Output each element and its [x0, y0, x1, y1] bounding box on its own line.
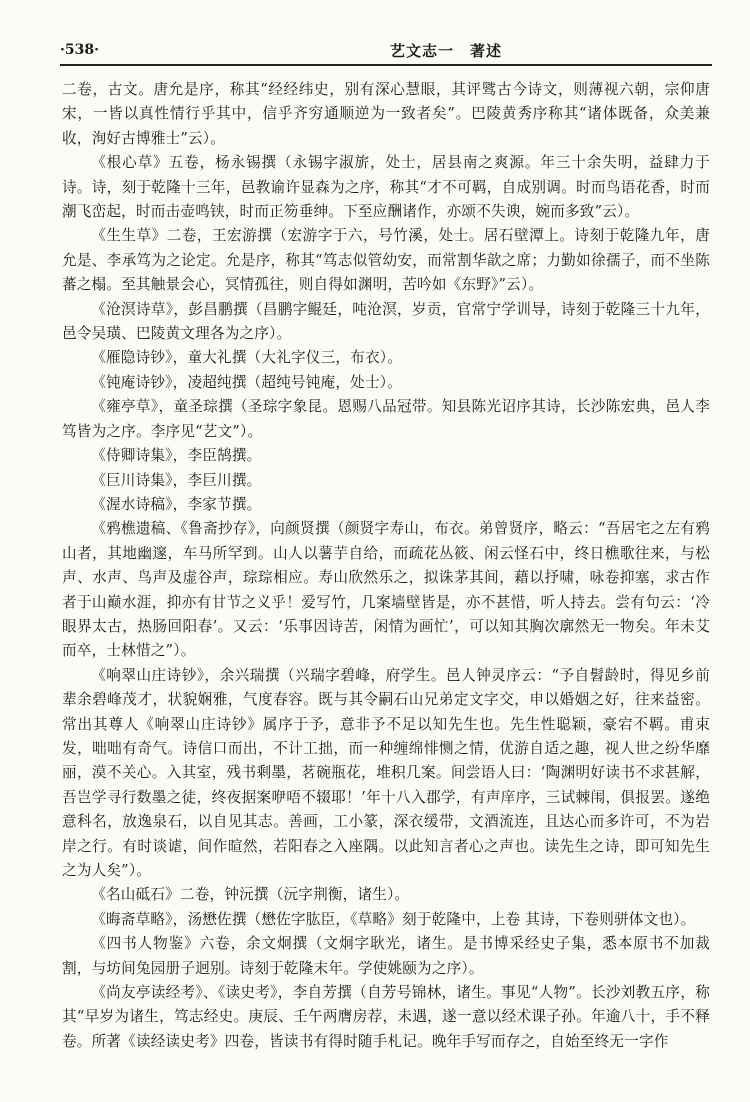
- paragraph: 《响翠山庄诗钞》，余兴瑞撰（兴瑞字碧峰，府学生。邑人钟灵序云：“予自髫龄时，得见乡前辈余碧峰茂才，状貌娴雅，气度春容。既与其令嗣石山兄弟定文字交，申以婚姻之好，往来益密。常出其尊人《响翠山庄诗钞》属序于予，意非予不足以知先生也。先生性聪颖，豪宕不羁。甫束发，咄咄有奇气。诗信口而出，不计工拙，而一种缠绵悱恻之情，优游自适之趣，视人世之纷华靡丽，漠不关心。入其室，残书剩墨，茗碗瓶花，堆积几案。间尝语人曰：‘陶渊明好读书不求甚解，吾岂学寻行数墨之徒，终夜据案咿唔不辍耶！’年十八入郡学，有声庠序，三试棘闱，俱报罢。遂绝意科名，放逸泉石，以自见其志。善画，工小篆，深衣缓带，文酒流连，且达心而多许可，不为岩岸之行。有时谈谑，间作暄然，若阳春之入座隅。以此知言者心之声也。读先生之诗，即可知先生之为人矣”）。: [62, 666, 710, 879]
- header-rule: [60, 64, 712, 66]
- paragraph: 《生生草》二卷，王宏游撰（宏游字于六，号竹溪，处士。居石壁潭上。诗刻于乾隆九年，唐允是、李承笃为之论定。允是序，称其“笃志似管幼安，而常割华歆之席；力勤如徐孺子，而不坐陈蕃之榻。至其触景会心，冥情孤往，则自得如渊明，苦吟如《东野》”云）。: [62, 227, 710, 294]
- text-body: [62, 78, 710, 1054]
- paragraph: 《巨川诗集》，李巨川撰。: [91, 471, 262, 489]
- running-title: 艺文志一 著述: [390, 42, 503, 60]
- paragraph: 《雍亭草》，童圣琮撰（圣琮字象昆。恩赐八品冠带。知县陈光诏序其诗，长沙陈宏典，邑人李笃皆为之序。李序见“艺文”）。: [62, 398, 710, 440]
- paragraph: 《晦斋草略》，汤懋佐撰（懋佐字肱臣，《草略》刻于乾隆中，上卷 其诗，下卷则骈体文也）。: [91, 910, 696, 928]
- paragraph: 《鸦樵遗稿、《鲁斋抄存》，向颜贤撰（颜贤字寿山，布衣。弟曾贤序，略云：“吾居宅之左有鸦山者，其地幽邃，车马所罕到。山人以薯芋自给，而疏花丛筱、闲云怪石中，终日樵歌往来，与松声、水声、鸟声及虚谷声，琮琮相应。寿山欣然乐之，拟诛茅其间，藉以抒啸，咏卷抑塞，求古作者于山巅水涯，抑亦有甘节之义乎！爱写竹，几案墙壁皆是，亦不甚惜，听人持去。尝有句云：‘冷眼界太古，热肠回阳春’。又云：‘乐事因诗苦，闲情为画忙’，可以知其胸次廓然无一物矣。年未艾而卒，士林惜之”）。: [62, 520, 710, 660]
- paragraph: 《侍卿诗集》，李臣鹄撰。: [91, 447, 262, 465]
- paragraph: 二卷，古文。唐允是序，称其“经经纬史，别有深心慧眼，其评骘古今诗文，则薄视六朝，宗仰唐宋，一皆以真性情行乎其中，信乎齐穷通顺逆为一致者矣”。巴陵黄秀序称其“诸体既备，众美兼收，洵好古博雅士”云）。: [62, 81, 710, 147]
- paragraph: 《名山砥石》二卷，钟沅撰（沅字荆衡，诸生）。: [91, 886, 410, 904]
- paragraph: 《雁隐诗钞》，童大礼撰（大礼字仪三，布衣）。: [91, 349, 403, 367]
- paragraph: 《四书人物鉴》六卷，余文炯撰（文炯字耿光，诸生。是书博采经史子集，悉本原书不加裁割，与坊间兔园册子迥别。诗刻于乾隆末年。学使姚颐为之序）。: [62, 935, 710, 977]
- paragraph: 《渥水诗稿》，李家节撰。: [91, 495, 262, 513]
- paragraph: 《尚友亭读经考》、《读史考》，李自芳撰（自芳号锦林，诸生。事见“人物”。长沙刘教五序，称其“早岁为诸生，笃志经史。庚辰、壬午两膺房荐，未遇，遂一意以经术课子孙。年逾八十，手不释卷。所著《读经读史考》四卷，皆读书有得时随手札记。晚年手写而存之，自始至终无一字作: [62, 984, 710, 1050]
- paragraph: 《钝庵诗钞》，凌超纯撰（超纯号钝庵，处士）。: [91, 373, 403, 391]
- paragraph: 《根心草》五卷，杨永锡撰（永锡字淑旂，处士，居县南之爽源。年三十余失明，益肆力于诗。诗，刻于乾隆十三年，邑教谕许显森为之序，称其“才不可羁，自成别调。时而鸟语花香，时而潮飞峦起，时而击壶鸣铗，时而正笏垂绅。下至应酬诸作，亦颂不失谀，婉而多致”云）。: [62, 154, 710, 221]
- page-number: ·538·: [60, 42, 99, 58]
- page-header: [60, 34, 712, 62]
- paragraph: 《沧溟诗草》，彭昌鹏撰（昌鹏字鲲廷，吨沧溟，岁贡，官常宁学训导，诗刻于乾隆三十九年，邑令吴璜、巴陵黄文理各为之序）。: [62, 300, 710, 343]
